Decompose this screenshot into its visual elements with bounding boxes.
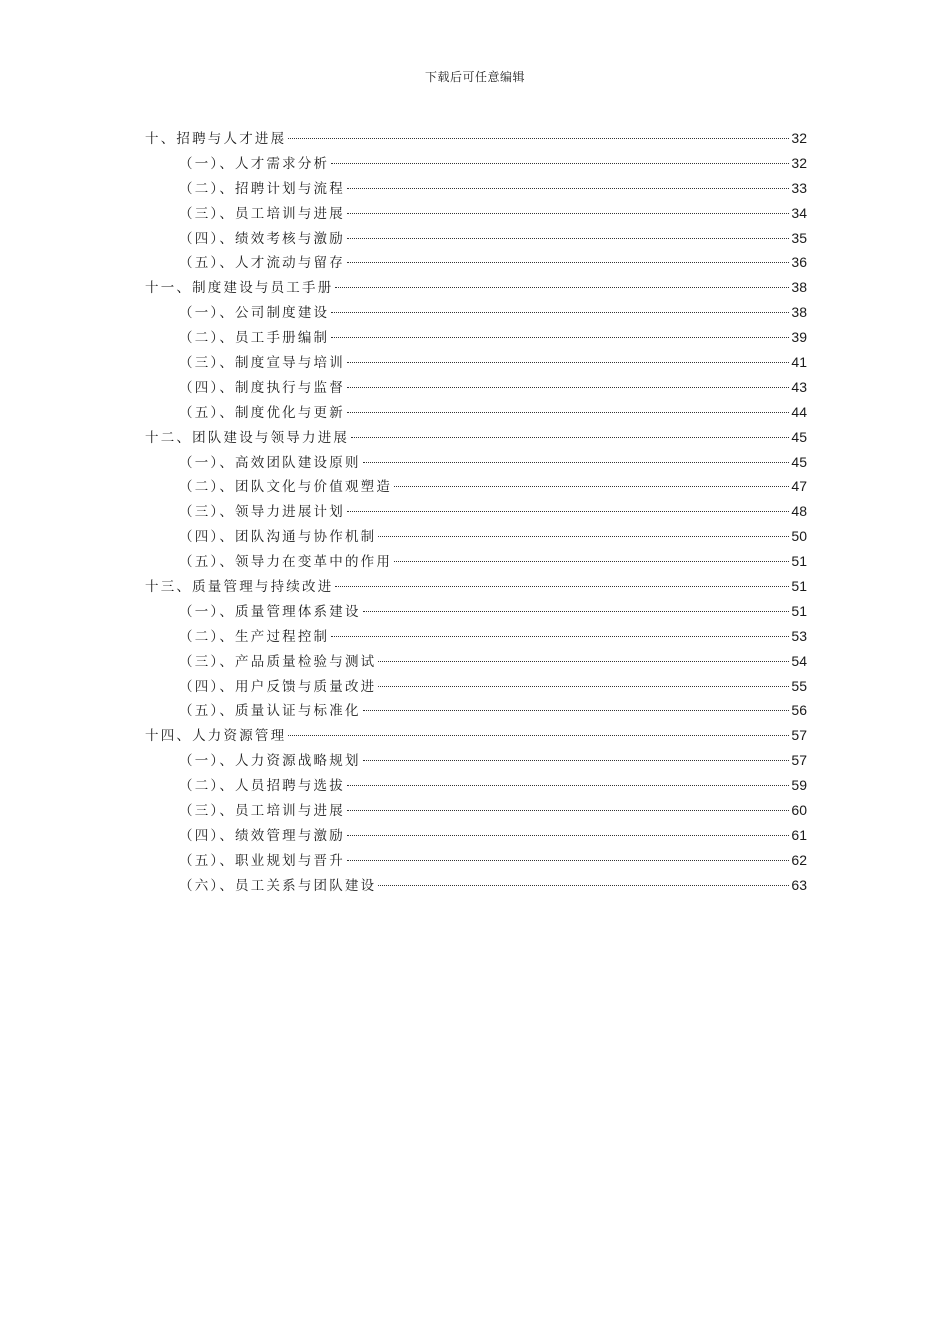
toc-section-entry[interactable] xyxy=(145,873,807,898)
toc-dot-leader xyxy=(394,486,789,487)
toc-entry-title: （五）、质量认证与标准化 xyxy=(179,703,361,720)
toc-section-entry[interactable] xyxy=(145,549,807,574)
toc-section-entry[interactable] xyxy=(145,201,807,226)
toc-dot-leader xyxy=(335,287,789,288)
toc-dot-leader xyxy=(288,735,789,736)
toc-section-entry[interactable] xyxy=(145,599,807,624)
toc-dot-leader xyxy=(363,462,790,463)
toc-entry-title: （三）、员工培训与进展 xyxy=(179,205,345,222)
toc-page-number: 63 xyxy=(791,876,807,893)
toc-page-number: 33 xyxy=(791,179,807,196)
toc-section-entry[interactable] xyxy=(145,674,807,699)
toc-page-number: 51 xyxy=(791,602,807,619)
toc-section-entry[interactable] xyxy=(145,848,807,873)
toc-entry-title: （一）、高效团队建设原则 xyxy=(179,454,361,471)
toc-chapter-entry[interactable] xyxy=(145,126,807,151)
toc-page-number: 62 xyxy=(791,851,807,868)
toc-dot-leader xyxy=(331,636,789,637)
toc-dot-leader xyxy=(331,163,789,164)
toc-page-number: 51 xyxy=(791,553,807,570)
toc-page-number: 32 xyxy=(791,130,807,146)
toc-entry-title: （二）、团队文化与价值观塑造 xyxy=(179,479,393,496)
toc-page-number: 32 xyxy=(791,154,807,171)
toc-dot-leader xyxy=(363,710,790,711)
table-of-contents xyxy=(145,126,807,898)
toc-dot-leader xyxy=(347,238,789,239)
toc-entry-title: （二）、员工手册编制 xyxy=(179,330,330,347)
toc-entry-title: （三）、制度宣导与培训 xyxy=(179,355,345,372)
toc-dot-leader xyxy=(347,785,789,786)
toc-section-entry[interactable] xyxy=(145,773,807,798)
toc-section-entry[interactable] xyxy=(145,748,807,773)
toc-section-entry[interactable] xyxy=(145,798,807,823)
toc-entry-title: 十、招聘与人才进展 xyxy=(145,131,287,147)
toc-dot-leader xyxy=(347,835,789,836)
toc-page-number: 44 xyxy=(791,403,807,420)
toc-section-entry[interactable] xyxy=(145,823,807,848)
toc-entry-title: 十二、团队建设与领导力进展 xyxy=(145,429,350,446)
toc-section-entry[interactable] xyxy=(145,151,807,176)
toc-dot-leader xyxy=(363,760,790,761)
toc-entry-title: （五）、职业规划与晋升 xyxy=(179,852,345,869)
toc-page-number: 54 xyxy=(791,652,807,669)
toc-page-number: 39 xyxy=(791,329,807,346)
toc-dot-leader xyxy=(363,611,790,612)
toc-chapter-entry[interactable] xyxy=(145,275,807,300)
toc-section-entry[interactable] xyxy=(145,226,807,251)
toc-page-number: 50 xyxy=(791,528,807,545)
toc-dot-leader xyxy=(288,138,789,139)
toc-chapter-entry[interactable] xyxy=(145,574,807,599)
toc-section-entry[interactable] xyxy=(145,698,807,723)
toc-entry-title: （五）、领导力在变革中的作用 xyxy=(179,554,393,571)
toc-dot-leader xyxy=(351,437,789,438)
toc-entry-title: （一）、人力资源战略规划 xyxy=(179,753,361,770)
toc-dot-leader xyxy=(347,362,789,363)
toc-page-number: 48 xyxy=(791,503,807,520)
toc-section-entry[interactable] xyxy=(145,624,807,649)
toc-page-number: 38 xyxy=(791,304,807,321)
toc-entry-title: （四）、绩效管理与激励 xyxy=(179,827,345,844)
toc-entry-title: （三）、员工培训与进展 xyxy=(179,803,345,820)
toc-section-entry[interactable] xyxy=(145,400,807,425)
toc-entry-title: （一）、质量管理体系建设 xyxy=(179,603,361,620)
toc-page-number: 53 xyxy=(791,627,807,644)
toc-dot-leader xyxy=(378,885,789,886)
toc-entry-title: （一）、公司制度建设 xyxy=(179,305,330,322)
toc-dot-leader xyxy=(394,561,789,562)
toc-dot-leader xyxy=(335,586,789,587)
toc-page-number: 35 xyxy=(791,229,807,246)
toc-page-number: 57 xyxy=(791,752,807,769)
toc-page-number: 34 xyxy=(791,204,807,221)
toc-page-number: 45 xyxy=(791,428,807,445)
toc-page-number: 41 xyxy=(791,354,807,371)
toc-dot-leader xyxy=(378,661,789,662)
toc-page-number: 60 xyxy=(791,802,807,819)
toc-page-number: 51 xyxy=(791,578,807,595)
toc-dot-leader xyxy=(378,536,789,537)
toc-page-number: 55 xyxy=(791,677,807,694)
toc-page-number: 61 xyxy=(791,826,807,843)
page-header: 下载后可任意编辑 xyxy=(424,70,525,84)
toc-dot-leader xyxy=(347,188,789,189)
toc-entry-title: （四）、制度执行与监督 xyxy=(179,379,345,396)
toc-section-entry[interactable] xyxy=(145,474,807,499)
toc-page-number: 47 xyxy=(791,478,807,495)
toc-section-entry[interactable] xyxy=(145,176,807,201)
toc-section-entry[interactable] xyxy=(145,524,807,549)
toc-section-entry[interactable] xyxy=(145,499,807,524)
toc-entry-title: （四）、绩效考核与激励 xyxy=(179,230,345,247)
toc-dot-leader xyxy=(347,511,789,512)
toc-entry-title: （二）、招聘计划与流程 xyxy=(179,180,345,197)
toc-section-entry[interactable] xyxy=(145,450,807,475)
toc-page-number: 43 xyxy=(791,378,807,395)
toc-dot-leader xyxy=(331,312,789,313)
toc-page-number: 59 xyxy=(791,777,807,794)
toc-page-number: 45 xyxy=(791,453,807,470)
toc-chapter-entry[interactable] xyxy=(145,425,807,450)
toc-dot-leader xyxy=(347,412,789,413)
toc-dot-leader xyxy=(347,387,789,388)
toc-section-entry[interactable] xyxy=(145,375,807,400)
toc-entry-title: （二）、人员招聘与选拔 xyxy=(179,778,345,795)
toc-dot-leader xyxy=(347,860,789,861)
toc-page-number: 38 xyxy=(791,279,807,296)
toc-entry-title: （四）、用户反馈与质量改进 xyxy=(179,678,377,695)
toc-entry-title: （五）、制度优化与更新 xyxy=(179,404,345,421)
toc-entry-title: 十一、制度建设与员工手册 xyxy=(145,280,334,297)
toc-entry-title: （五）、人才流动与留存 xyxy=(179,255,345,272)
toc-dot-leader xyxy=(347,810,789,811)
toc-entry-title: （二）、生产过程控制 xyxy=(179,628,330,645)
toc-entry-title: （六）、员工关系与团队建设 xyxy=(179,877,377,894)
toc-entry-title: 十三、质量管理与持续改进 xyxy=(145,579,334,596)
toc-entry-title: （三）、领导力进展计划 xyxy=(179,504,345,521)
toc-chapter-entry[interactable] xyxy=(145,723,807,748)
toc-page-number: 56 xyxy=(791,702,807,719)
toc-entry-title: （三）、产品质量检验与测试 xyxy=(179,653,377,670)
toc-entry-title: 十四、人力资源管理 xyxy=(145,728,287,745)
toc-section-entry[interactable] xyxy=(145,350,807,375)
toc-section-entry[interactable] xyxy=(145,649,807,674)
toc-dot-leader xyxy=(347,213,789,214)
toc-section-entry[interactable] xyxy=(145,250,807,275)
toc-dot-leader xyxy=(347,262,789,263)
toc-section-entry[interactable] xyxy=(145,325,807,350)
toc-dot-leader xyxy=(331,337,789,338)
toc-page-number: 36 xyxy=(791,254,807,271)
toc-entry-title: （一）、人才需求分析 xyxy=(179,155,330,172)
toc-dot-leader xyxy=(378,686,789,687)
toc-page-number: 57 xyxy=(791,727,807,744)
toc-section-entry[interactable] xyxy=(145,300,807,325)
toc-entry-title: （四）、团队沟通与协作机制 xyxy=(179,529,377,546)
